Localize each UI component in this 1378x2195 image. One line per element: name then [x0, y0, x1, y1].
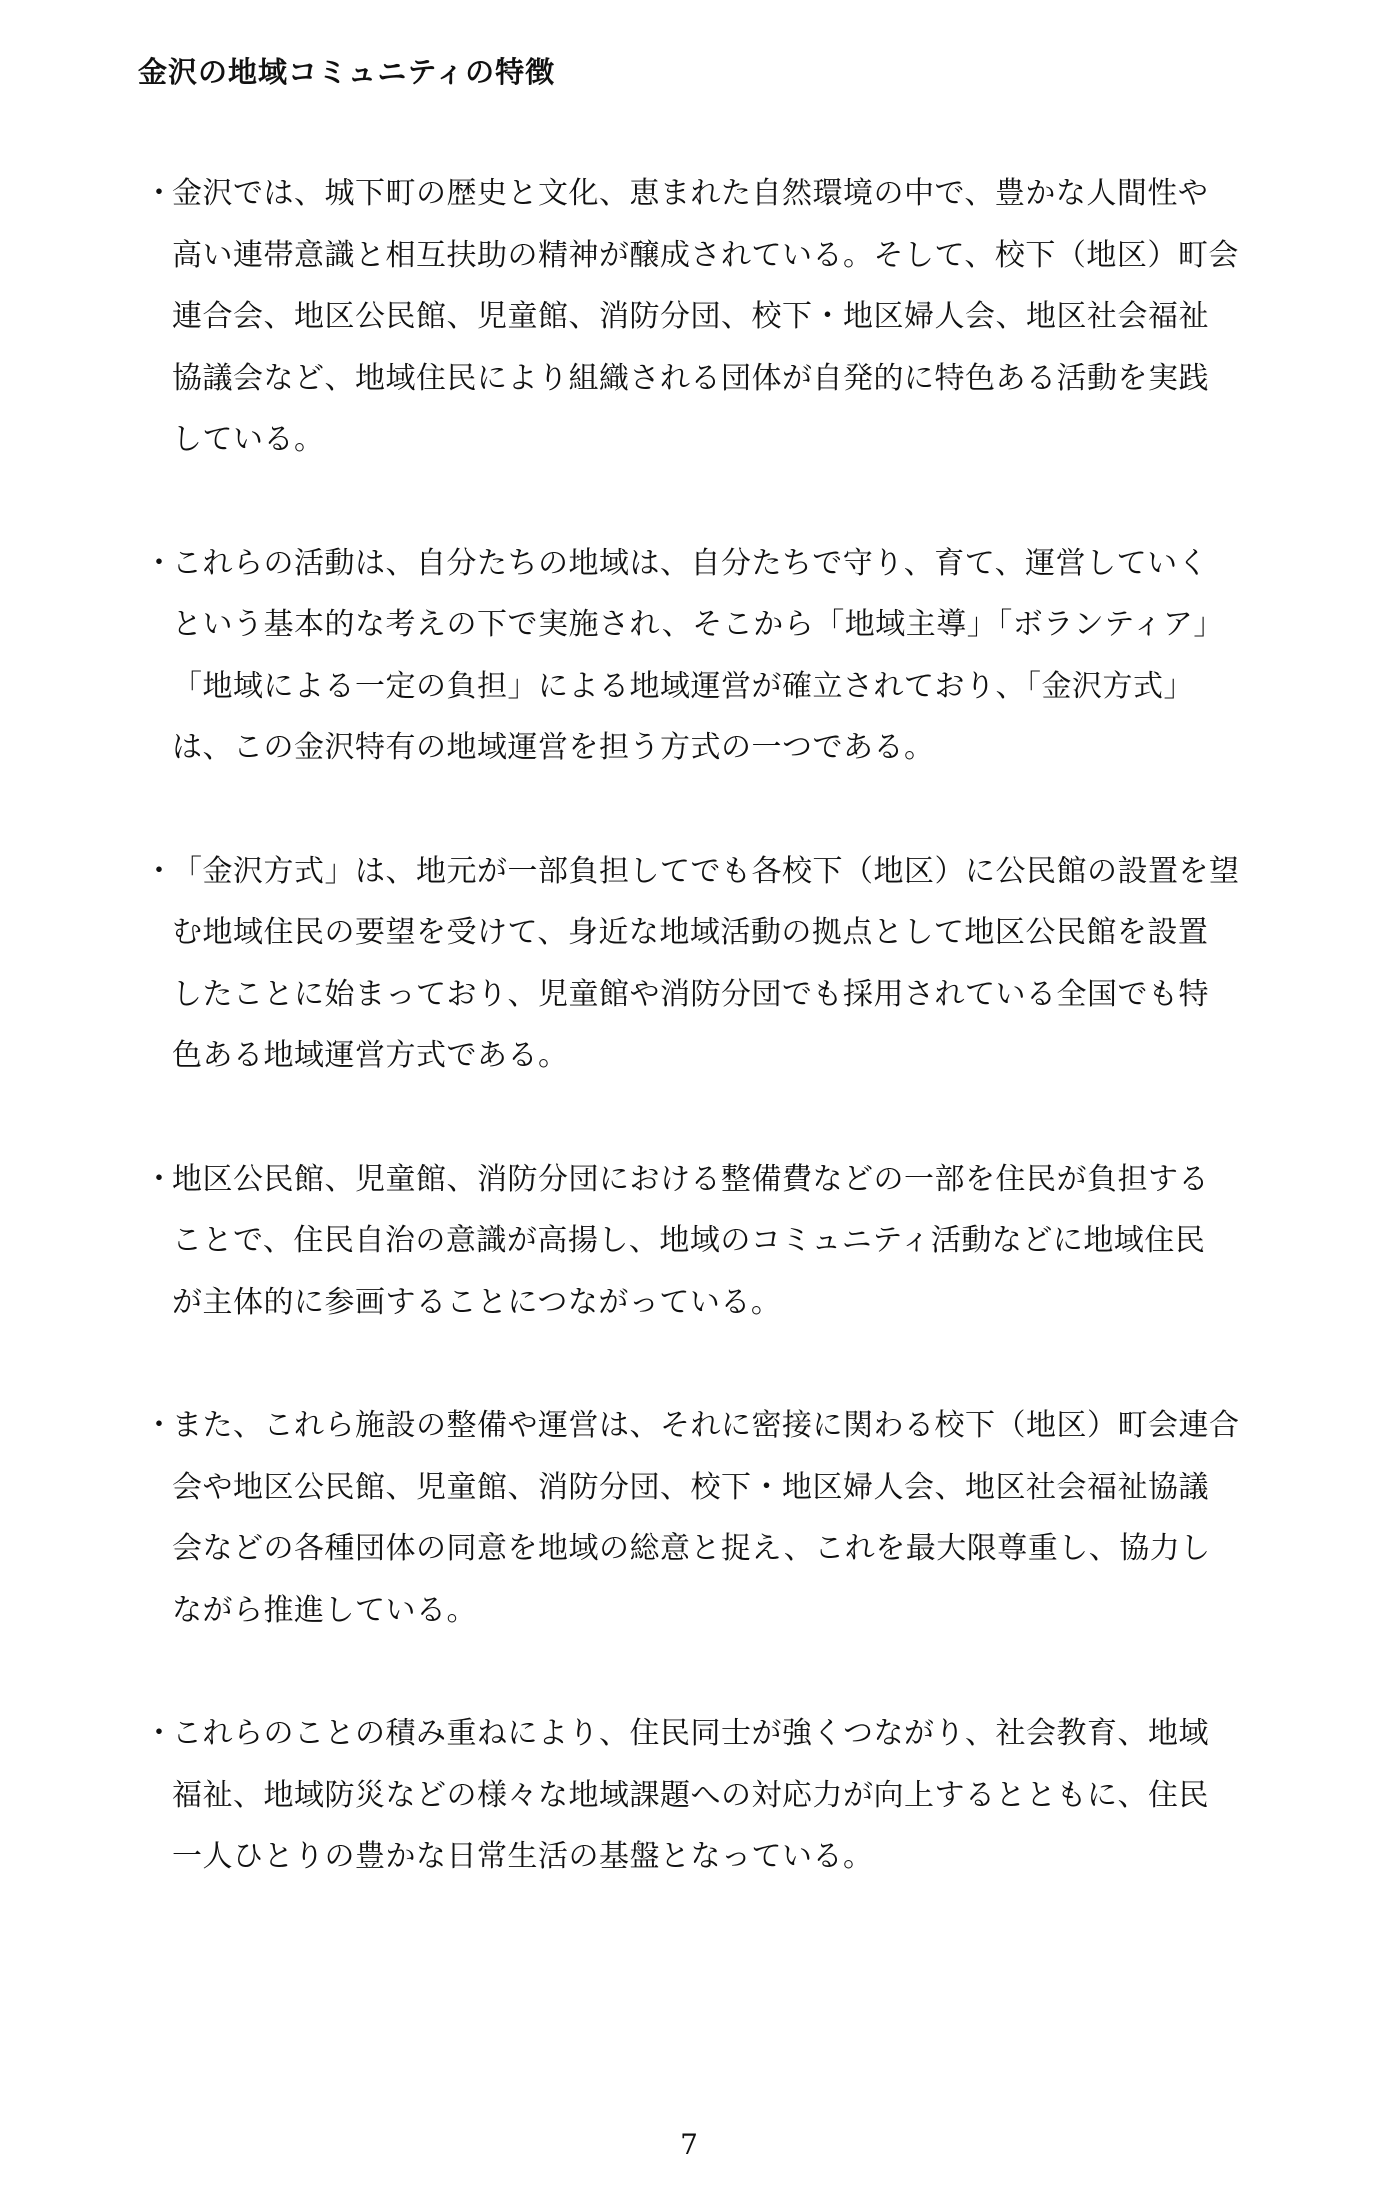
text-line: 地区公民館、児童館、消防分団における整備費などの一部を住民が負担する [172, 1161, 1209, 1197]
text-line: は、この金沢特有の地域運営を担う方式の一つである。 [172, 730, 935, 765]
text-line: ながら推進している。 [172, 1592, 477, 1628]
text-line: また、これら施設の整備や運営は、それに密接に関わる校下（地区）町会連合 [172, 1408, 1240, 1443]
text-line: 金沢では、城下町の歴史と文化、恵まれた自然環境の中で、豊かな人間性や [172, 176, 1209, 211]
paragraph-6 [138, 1703, 1278, 1888]
text-line: 一人ひとりの豊かな日常生活の基盤となっている。 [172, 1839, 874, 1874]
text-line: む地域住民の要望を受けて、身近な地域活動の拠点として地区公民館を設置 [172, 915, 1209, 950]
body-text [138, 163, 1278, 1950]
text-line: という基本的な考えの下で実施され、そこから「地域主導」「ボランティア」 [172, 607, 1224, 642]
text-line: 会などの各種団体の同意を地域の総意と捉え、これを最大限尊重し、協力し [172, 1531, 1211, 1566]
text-line: ことで、住民自治の意識が高揚し、地域のコミュニティ活動などに地域住民 [172, 1223, 1206, 1258]
bullet-marker: ・ [144, 1161, 175, 1197]
text-line: これらの活動は、自分たちの地域は、自分たちで守り、育て、運営していく [172, 545, 1209, 581]
text-line: 「金沢方式」は、地元が一部負担してでも各校下（地区）に公民館の設置を望 [172, 853, 1240, 889]
text-line: 色ある地域運営方式である。 [172, 1038, 569, 1073]
text-line: している。 [172, 422, 325, 457]
page-number: 7 [680, 2128, 698, 2161]
paragraph-5 [138, 1395, 1278, 1641]
bullet-marker: ・ [144, 176, 175, 211]
text-line: これらのことの積み重ねにより、住民同士が強くつながり、社会教育、地域 [172, 1716, 1209, 1751]
bullet-marker: ・ [144, 1408, 175, 1443]
text-line: が主体的に参画することにつながっている。 [172, 1284, 782, 1320]
bullet-marker: ・ [144, 1716, 175, 1751]
text-line: 会や地区公民館、児童館、消防分団、校下・地区婦人会、地区社会福祉協議 [172, 1469, 1209, 1505]
paragraph-3 [138, 841, 1278, 1087]
page-title: 金沢の地域コミュニティの特徴 [138, 55, 556, 89]
paragraph-1 [138, 163, 1278, 471]
text-line: 「地域による一定の負担」による地域運営が確立されており、「金沢方式」 [172, 668, 1194, 704]
text-line: 福祉、地域防災などの様々な地域課題への対応力が向上するとともに、住民 [172, 1777, 1209, 1813]
text-line: 連合会、地区公民館、児童館、消防分団、校下・地区婦人会、地区社会福祉 [172, 299, 1209, 334]
text-line: したことに始まっており、児童館や消防分団でも採用されている全国でも特 [172, 976, 1209, 1012]
text-line: 高い連帯意識と相互扶助の精神が醸成されている。そして、校下（地区）町会 [172, 237, 1239, 273]
bullet-marker: ・ [144, 545, 175, 581]
paragraph-2 [138, 533, 1278, 779]
bullet-marker: ・ [144, 853, 175, 889]
text-line: 協議会など、地域住民により組織される団体が自発的に特色ある活動を実践 [172, 360, 1209, 396]
paragraph-4 [138, 1149, 1278, 1334]
